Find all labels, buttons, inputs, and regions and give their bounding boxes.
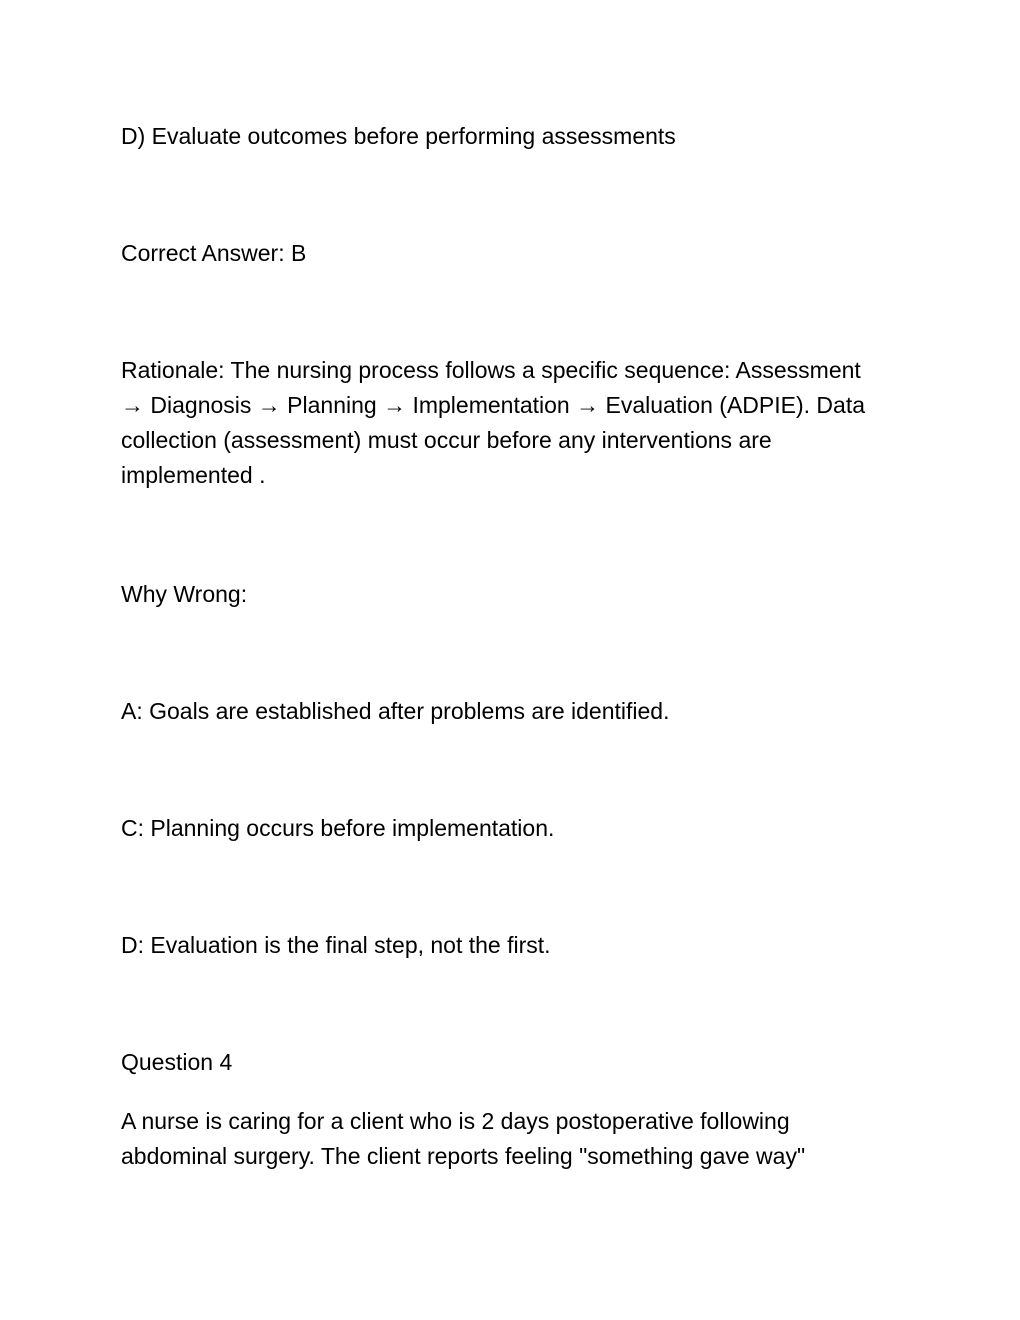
why-wrong-c: C: Planning occurs before implementation. — [121, 815, 555, 841]
question-line: abdominal surgery. The client reports feeling "something gave way" — [121, 1143, 806, 1169]
rationale-paragraph — [121, 353, 911, 493]
correct-answer: Correct Answer: B — [121, 240, 307, 266]
question-text — [121, 1104, 911, 1174]
rationale-line: implemented . — [121, 462, 266, 488]
why-wrong-d: D: Evaluation is the final step, not the first. — [121, 932, 551, 958]
answer-option-d: D) Evaluate outcomes before performing assessments — [121, 123, 676, 149]
rationale-line: collection (assessment) must occur before any interventions are — [121, 427, 772, 453]
rationale-line: Rationale: The nursing process follows a specific sequence: Assessment — [121, 357, 861, 383]
rationale-line: → Diagnosis → Planning → Implementation → Evaluation (ADPIE). Data — [121, 392, 865, 418]
question-line: A nurse is caring for a client who is 2 days postoperative following — [121, 1108, 790, 1134]
why-wrong-a: A: Goals are established after problems are identified. — [121, 698, 670, 724]
why-wrong-heading: Why Wrong: — [121, 581, 248, 607]
question-heading: Question 4 — [121, 1049, 233, 1075]
